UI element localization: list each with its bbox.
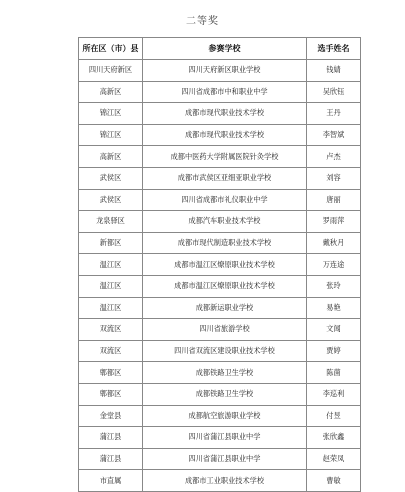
- contestant-cell: 王丹: [307, 103, 361, 125]
- district-cell: 温江区: [79, 297, 143, 319]
- contestant-cell: 罗雨萍: [307, 211, 361, 233]
- table-row: [79, 470, 361, 492]
- table-row: [79, 383, 361, 405]
- district-cell: 温江区: [79, 275, 143, 297]
- table-row: [79, 189, 361, 211]
- table-row: [79, 211, 361, 233]
- district-cell: 新都区: [79, 232, 143, 254]
- district-cell: 温江区: [79, 254, 143, 276]
- contestant-cell: 李智斌: [307, 124, 361, 146]
- table-row: [79, 60, 361, 82]
- table-row: [79, 103, 361, 125]
- school-cell: 成都市温江区燎原职业技术学校: [143, 275, 307, 297]
- district-cell: 龙泉驿区: [79, 211, 143, 233]
- table-row: [79, 81, 361, 103]
- district-cell: 锦江区: [79, 103, 143, 125]
- school-cell: 成都市温江区燎原职业技术学校: [143, 254, 307, 276]
- table-row: [79, 254, 361, 276]
- contestant-cell: 戴秋月: [307, 232, 361, 254]
- table-body: [79, 60, 361, 492]
- contestant-cell: 付昱: [307, 405, 361, 427]
- contestant-cell: 唐丽: [307, 189, 361, 211]
- table-row: [79, 427, 361, 449]
- district-cell: 蒲江县: [79, 448, 143, 470]
- district-cell: 双流区: [79, 319, 143, 341]
- table-row: [79, 362, 361, 384]
- school-cell: 成都新运职业学校: [143, 297, 307, 319]
- table-row: [79, 167, 361, 189]
- school-cell: 四川省成都市中和职业中学: [143, 81, 307, 103]
- contestant-cell: 赵荣凤: [307, 448, 361, 470]
- school-cell: 四川省旅游学校: [143, 319, 307, 341]
- school-cell: 成都铁路卫生学校: [143, 383, 307, 405]
- school-cell: 成都中医药大学附属医院针灸学校: [143, 146, 307, 168]
- column-header-school: 参赛学校: [143, 38, 307, 60]
- district-cell: 四川天府新区: [79, 60, 143, 82]
- school-cell: 四川天府新区职业学校: [143, 60, 307, 82]
- contestant-cell: 万连途: [307, 254, 361, 276]
- contestant-cell: 文闻: [307, 319, 361, 341]
- contestant-cell: 易艳: [307, 297, 361, 319]
- table-row: [79, 124, 361, 146]
- district-cell: 武侯区: [79, 167, 143, 189]
- awards-table: [78, 37, 361, 492]
- contestant-cell: 刘容: [307, 167, 361, 189]
- district-cell: 蒲江县: [79, 427, 143, 449]
- page-title: 二等奖: [186, 16, 219, 27]
- district-cell: 双流区: [79, 340, 143, 362]
- school-cell: 四川省双流区建设职业技术学校: [143, 340, 307, 362]
- school-cell: 成都市现代职业技术学校: [143, 103, 307, 125]
- district-cell: 高新区: [79, 146, 143, 168]
- school-cell: 成都市现代制造职业技术学校: [143, 232, 307, 254]
- district-cell: 高新区: [79, 81, 143, 103]
- contestant-cell: 钱婧: [307, 60, 361, 82]
- table-row: [79, 340, 361, 362]
- contestant-cell: 卢杰: [307, 146, 361, 168]
- school-cell: 成都市武侯区亚细亚职业学校: [143, 167, 307, 189]
- school-cell: 成都市现代职业技术学校: [143, 124, 307, 146]
- table-row: [79, 297, 361, 319]
- column-header-district: 所在区（市）县: [79, 38, 143, 60]
- district-cell: 锦江区: [79, 124, 143, 146]
- contestant-cell: 贾婷: [307, 340, 361, 362]
- table-row: [79, 319, 361, 341]
- district-cell: 郫都区: [79, 383, 143, 405]
- contestant-cell: 张欣鑫: [307, 427, 361, 449]
- table-row: [79, 146, 361, 168]
- district-cell: 武侯区: [79, 189, 143, 211]
- district-cell: 郫都区: [79, 362, 143, 384]
- table-row: [79, 232, 361, 254]
- contestant-cell: 张玲: [307, 275, 361, 297]
- table-row: [79, 405, 361, 427]
- table-header-row: [79, 38, 361, 60]
- contestant-cell: 陈菌: [307, 362, 361, 384]
- school-cell: 成都航空旅游职业学校: [143, 405, 307, 427]
- school-cell: 成都汽车职业技术学校: [143, 211, 307, 233]
- school-cell: 四川省蒲江县职业中学: [143, 448, 307, 470]
- district-cell: 金堂县: [79, 405, 143, 427]
- contestant-cell: 曹敏: [307, 470, 361, 492]
- contestant-cell: 吴欣钰: [307, 81, 361, 103]
- school-cell: 成都市工业职业技术学校: [143, 470, 307, 492]
- district-cell: 市直属: [79, 470, 143, 492]
- contestant-cell: 李巡利: [307, 383, 361, 405]
- table-row: [79, 275, 361, 297]
- column-header-contestant: 选手姓名: [307, 38, 361, 60]
- table-row: [79, 448, 361, 470]
- school-cell: 四川省成都市礼仪职业中学: [143, 189, 307, 211]
- school-cell: 四川省蒲江县职业中学: [143, 427, 307, 449]
- school-cell: 成都铁路卫生学校: [143, 362, 307, 384]
